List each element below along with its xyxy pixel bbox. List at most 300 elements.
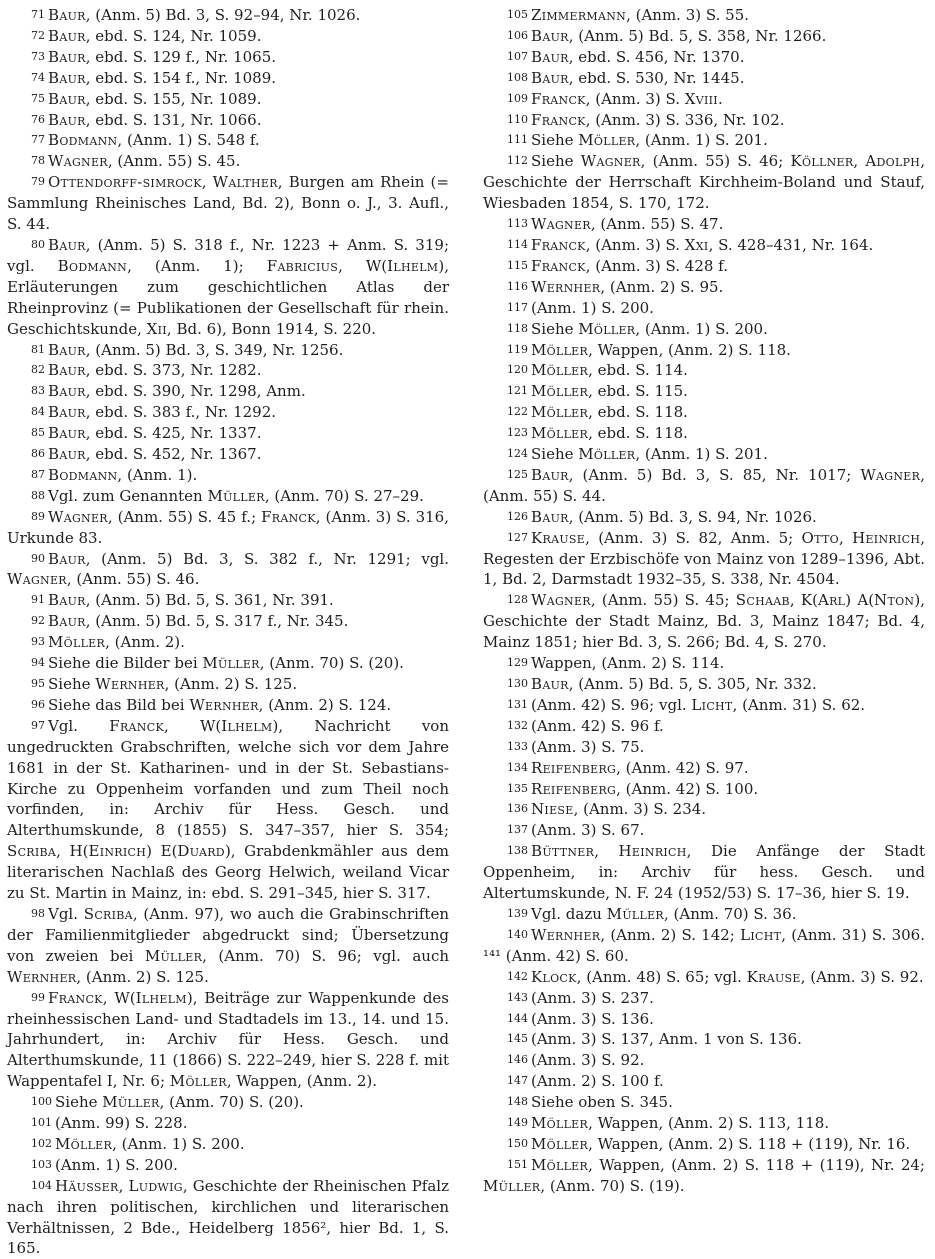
footnote-number: 144 (507, 1011, 528, 1025)
right-column (483, 5, 925, 1197)
footnote-number: 127 (507, 530, 528, 544)
footnote (483, 340, 925, 361)
footnote (483, 360, 925, 381)
footnote-text: Baur, (Anm. 5) S. 318 f., Nr. 1223 + Anm. S. 319; vgl. Bodmann, (Anm. 1); Fabricius, W(Ilhelm), Erläuterungen zum geschichtlichen Atlas der Rheinprovinz (= Publikationen der Gesellschaft für rhein. Geschichtskunde, Xii, Bd. 6), Bonn 1914, S. 220. (7, 235, 449, 338)
author-name: Xviii (684, 89, 718, 108)
footnote-text: Möller, Wappen, (Anm. 2) S. 118. (531, 340, 791, 359)
footnote-number: 142 (507, 969, 528, 983)
author-name: Baur (531, 26, 569, 45)
author-name: Baur (531, 465, 569, 484)
footnote (7, 5, 449, 26)
footnote-text: Siehe Müller, (Anm. 70) S. (20). (55, 1093, 304, 1112)
footnote-number: 81 (31, 342, 45, 356)
footnote-text: Baur, ebd. S. 131, Nr. 1066. (48, 110, 262, 129)
footnote (483, 590, 925, 653)
footnote-text: Baur, ebd. S. 124, Nr. 1059. (48, 26, 262, 45)
footnote-number: 121 (507, 384, 528, 398)
footnote (483, 110, 925, 131)
footnote-text: Wagner, (Anm. 55) S. 45; Schaab, K(Arl) A(Nton), Geschichte der Stadt Mainz, Bd. 3, Mainz 1847; Bd. 4, Mainz 1851; hier Bd. 3, S. 266; Bd. 4, S. 270. (483, 591, 925, 652)
footnote-number: 118 (507, 321, 528, 335)
footnote-text: Möller, Wappen, (Anm. 2) S. 113, 118. (531, 1114, 830, 1133)
footnote (483, 988, 925, 1009)
footnote-text: Möller, ebd. S. 114. (531, 361, 688, 380)
footnote-text: (Anm. 2) S. 100 f. (531, 1072, 664, 1091)
footnote-number: 115 (507, 258, 528, 272)
footnote-text: (Anm. 3) S. 137, Anm. 1 von S. 136. (531, 1030, 802, 1049)
footnote-number: 92 (31, 614, 45, 628)
author-name: Baur (48, 591, 86, 610)
footnote (7, 360, 449, 381)
footnote-text: Franck, W(Ilhelm), Beiträge zur Wappenkunde des rheinhessischen Land- und Stadtadels im 13., 14. und 15. Jahrhundert, in: Archiv für Hess. Gesch. und Alterthumskunde, 11 (1866) S. 222–249, hier S. 228 f. mit Wappentafel I, Nr. 6; Möller, Wappen, (Anm. 2). (7, 988, 449, 1091)
footnote-number: 143 (507, 990, 528, 1004)
footnote-number: 105 (507, 8, 528, 21)
footnote (483, 1050, 925, 1071)
footnote (483, 402, 925, 423)
author-name: Heinrich (852, 528, 921, 547)
author-name: Walther (212, 173, 278, 192)
footnote (483, 799, 925, 820)
footnote (7, 674, 449, 695)
footnote-number: 74 (31, 70, 45, 84)
footnote-text: (Anm. 3) S. 92. (531, 1051, 645, 1070)
author-name: Ilhelm (221, 716, 273, 735)
footnote (483, 151, 925, 214)
footnote-text: Bodmann, (Anm. 1) S. 548 f. (48, 131, 260, 150)
footnote-number: 87 (31, 467, 45, 481)
footnote-text: Zimmermann, (Anm. 3) S. 55. (531, 6, 750, 24)
author-name: Möller (531, 340, 589, 359)
footnote (483, 235, 925, 256)
author-name: Möller (578, 319, 636, 338)
footnote (483, 256, 925, 277)
footnote-text: Baur, ebd. S. 154 f., Nr. 1089. (48, 68, 277, 87)
author-name: Ilhelm (387, 256, 439, 275)
footnote-number: 150 (507, 1136, 528, 1150)
author-name: Müller (202, 654, 260, 673)
footnote-text: Franck, (Anm. 3) S. 336, Nr. 102. (531, 110, 785, 129)
author-name: Wagner (48, 507, 108, 526)
author-name: Bodmann (57, 256, 128, 275)
footnote (7, 110, 449, 131)
footnote (483, 381, 925, 402)
footnote-number: 146 (507, 1053, 528, 1067)
footnote-text: Baur, (Anm. 5) Bd. 3, S. 85, Nr. 1017; Wagner, (Anm. 55) S. 44. (483, 465, 925, 505)
footnote (483, 214, 925, 235)
footnote-number: 110 (507, 112, 528, 126)
footnote (7, 1155, 449, 1176)
footnote (483, 26, 925, 47)
author-name: Franck (531, 256, 586, 275)
author-name: Franck (531, 110, 586, 129)
footnote-number: 149 (507, 1116, 528, 1130)
footnote (7, 465, 449, 486)
footnote-number: 112 (507, 154, 528, 168)
footnote (7, 716, 449, 904)
footnote-number: 145 (507, 1032, 528, 1046)
author-name: Otto (801, 528, 839, 547)
footnote-text: Reifenberg, (Anm. 42) S. 100. (531, 779, 759, 798)
footnote (483, 5, 925, 26)
footnote-number: 124 (507, 447, 528, 461)
footnote (7, 151, 449, 172)
author-name: Wagner (531, 591, 591, 610)
footnote-text: Klock, (Anm. 48) S. 65; vgl. Krause, (Anm. 3) S. 92. (531, 967, 924, 986)
author-name: Möller (531, 382, 589, 401)
footnote (483, 1029, 925, 1050)
author-name: Scriba (83, 904, 133, 923)
author-name: Licht (740, 925, 782, 944)
footnote (483, 277, 925, 298)
footnote-text: Siehe Möller, (Anm. 1) S. 201. (531, 445, 768, 464)
footnote-text: Baur, (Anm. 5) Bd. 5, S. 361, Nr. 391. (48, 591, 334, 610)
footnote (483, 1092, 925, 1113)
footnote-number: 134 (507, 760, 528, 774)
author-name: Möller (531, 361, 589, 380)
author-name: Baur (531, 47, 569, 66)
footnote-text: Baur, ebd. S. 530, Nr. 1445. (531, 68, 745, 87)
author-name: Möller (55, 1134, 113, 1153)
author-name: Niese (531, 800, 574, 819)
footnote (483, 89, 925, 110)
footnote-number: 93 (31, 635, 45, 649)
author-name: Wagner (48, 152, 108, 171)
footnote-number: 72 (31, 28, 45, 42)
footnote-number: 89 (31, 509, 45, 523)
author-name: Möller (578, 131, 636, 150)
author-name: Wagner (580, 152, 641, 171)
footnote-text: Siehe die Bilder bei Müller, (Anm. 70) S. (20). (48, 654, 404, 673)
footnote-number: 126 (507, 509, 528, 523)
footnote (483, 716, 925, 737)
footnote-number: 103 (31, 1157, 52, 1171)
footnote (483, 130, 925, 151)
author-name: Wagner (7, 570, 67, 589)
footnote (7, 26, 449, 47)
footnote-text: (Anm. 3) S. 75. (531, 737, 645, 756)
footnote (483, 298, 925, 319)
footnote-number: 111 (507, 133, 528, 147)
author-name: Baur (48, 340, 86, 359)
footnote-text: Baur, (Anm. 5) Bd. 3, S. 92–94, Nr. 1026. (48, 6, 361, 24)
footnote-text: Bodmann, (Anm. 1). (48, 465, 198, 484)
author-name: Müller (144, 946, 203, 965)
author-name: Baur (48, 68, 86, 87)
footnote-text: Ottendorff-simrock, Walther, Burgen am Rhein (= Sammlung Rheinisches Land, Bd. 2), Bonn o. J., 3. Aufl., S. 44. (7, 173, 449, 234)
author-name: Duard (177, 842, 225, 861)
footnote-text: Franck, (Anm. 3) S. Xxi, S. 428–431, Nr. 164. (531, 235, 874, 254)
footnote-text: Reifenberg, (Anm. 42) S. 97. (531, 758, 749, 777)
footnote (483, 1071, 925, 1092)
author-name: Möller (531, 1114, 589, 1133)
footnote-number: 83 (31, 384, 45, 398)
footnote-text: (Anm. 3) S. 67. (531, 821, 645, 840)
footnote (483, 758, 925, 779)
footnote-text: Vgl. zum Genannten Müller, (Anm. 70) S. 27–29. (48, 486, 424, 505)
footnote (483, 1113, 925, 1134)
author-name: Heinrich (618, 842, 687, 861)
footnote-text: Wagner, (Anm. 55) S. 45. (48, 152, 241, 171)
footnote-number: 94 (31, 656, 45, 670)
left-column (7, 5, 449, 1259)
author-name: Möller (531, 1134, 589, 1153)
footnote (7, 235, 449, 340)
footnote-text: Siehe Wernher, (Anm. 2) S. 125. (48, 675, 298, 693)
author-name: Baur (531, 507, 569, 526)
footnote-number: 113 (507, 217, 528, 231)
author-name: Krause (746, 967, 801, 986)
footnote-text: Möller, ebd. S. 118. (531, 403, 688, 422)
footnote-number: 84 (31, 405, 45, 419)
footnote-number: 90 (31, 551, 45, 565)
author-name: Möller (578, 445, 636, 464)
footnote-number: 114 (507, 237, 528, 251)
footnote-text: Niese, (Anm. 3) S. 234. (531, 800, 707, 819)
author-name: Schaab (735, 591, 790, 610)
footnote-text: Möller, ebd. S. 115. (531, 382, 688, 401)
footnote (483, 653, 925, 674)
footnote (483, 904, 925, 925)
footnote (483, 465, 925, 507)
footnote-number: 95 (31, 677, 45, 690)
footnote-text: (Anm. 99) S. 228. (55, 1114, 188, 1133)
author-name: Baur (48, 47, 86, 66)
author-name: Baur (48, 382, 86, 401)
footnote-text: Baur, (Anm. 5) Bd. 5, S. 358, Nr. 1266. (531, 26, 827, 45)
author-name: Wernher (531, 925, 601, 944)
footnote (483, 528, 925, 591)
footnote (483, 1009, 925, 1030)
author-name: Baur (48, 361, 86, 380)
footnote-number: 77 (31, 133, 45, 147)
author-name: Möller (531, 403, 589, 422)
author-name: Reifenberg (531, 779, 617, 798)
author-name: Scriba (7, 842, 57, 861)
footnote (7, 549, 449, 591)
author-name: Franck (109, 716, 164, 735)
footnote-text: Baur, ebd. S. 456, Nr. 1370. (531, 47, 745, 66)
footnote-text: Franck, (Anm. 3) S. 428 f. (531, 256, 728, 275)
footnote-number: 128 (507, 593, 528, 607)
footnote-number: 98 (31, 906, 45, 920)
footnote-text: Baur, ebd. S. 373, Nr. 1282. (48, 361, 262, 380)
footnote-text: Wappen, (Anm. 2) S. 114. (531, 654, 725, 673)
footnote-text: Wagner, (Anm. 55) S. 45 f.; Franck, (Anm. 3) S. 316, Urkunde 83. (7, 507, 449, 547)
footnote-number: 100 (31, 1095, 52, 1109)
author-name: Baur (531, 675, 569, 693)
footnote (7, 340, 449, 361)
author-name: Baur (48, 110, 86, 129)
footnote (483, 47, 925, 68)
author-name: Baur (531, 68, 569, 87)
author-name: Xxi (684, 235, 709, 254)
footnote-number: 88 (31, 488, 45, 502)
footnote-text: (Anm. 3) S. 136. (531, 1009, 654, 1028)
footnote (7, 988, 449, 1093)
footnote (7, 590, 449, 611)
author-name: Wernher (95, 675, 165, 693)
author-name: Möller (531, 424, 589, 443)
author-name: Wernher (189, 695, 259, 714)
author-name: Büttner (531, 842, 595, 861)
author-name: Ludwig (128, 1176, 183, 1195)
footnote (483, 925, 925, 967)
footnote-number: 76 (31, 112, 45, 126)
footnote-text: Baur, (Anm. 5) Bd. 3, S. 94, Nr. 1026. (531, 507, 817, 526)
footnote (483, 779, 925, 800)
footnote-text: Siehe das Bild bei Wernher, (Anm. 2) S. 124. (48, 695, 392, 714)
footnote (483, 841, 925, 904)
footnote-text: Baur, ebd. S. 452, Nr. 1367. (48, 445, 262, 464)
footnote-number: 137 (507, 823, 528, 837)
footnote-text: Vgl. Scriba, (Anm. 97), wo auch die Grabinschriften der Familienmitglieder abgedruckt sind; Übersetzung von zweien bei Müller, (Anm. 70) S. 96; vgl. auch Wernher, (Anm. 2) S. 125. (7, 904, 449, 986)
footnote-number: 125 (507, 467, 528, 481)
footnote-text: Baur, ebd. S. 425, Nr. 1337. (48, 424, 262, 443)
author-name: Arl (817, 591, 846, 610)
footnote-number: 140 (507, 927, 528, 941)
footnote (7, 507, 449, 549)
footnote-text: Möller, ebd. S. 118. (531, 424, 688, 443)
footnote-number: 101 (31, 1116, 52, 1130)
footnote-number: 104 (31, 1178, 52, 1192)
footnote-number: 75 (31, 91, 45, 105)
footnote-number: 122 (507, 405, 528, 419)
footnote-text: Siehe oben S. 345. (531, 1093, 673, 1112)
footnote-text: Wernher, (Anm. 2) S. 142; Licht, (Anm. 31) S. 306. ¹⁴¹ (Anm. 42) S. 60. (483, 925, 925, 965)
author-name: Ottendorff-simrock (48, 173, 202, 192)
author-name: Köllner (790, 152, 854, 171)
footnote-number: 117 (507, 300, 528, 314)
author-name: Krause (531, 528, 586, 547)
footnote (483, 68, 925, 89)
author-name: Fabricius (266, 256, 339, 275)
footnote-text: Siehe Wagner, (Anm. 55) S. 46; Köllner, Adolph, Geschichte der Herrschaft Kirchheim-Boland und Stauf, Wiesbaden 1854, S. 170, 172. (483, 152, 925, 213)
footnote (7, 653, 449, 674)
footnote (7, 1113, 449, 1134)
author-name: Bodmann (48, 131, 118, 150)
footnote-number: 147 (507, 1074, 528, 1088)
footnote-number: 99 (31, 990, 45, 1004)
footnote-number: 102 (31, 1136, 52, 1150)
footnote-number: 123 (507, 426, 528, 440)
author-name: Franck (531, 235, 586, 254)
footnote-number: 107 (507, 49, 528, 63)
footnote-number: 129 (507, 656, 528, 670)
footnote-text: Baur, (Anm. 5) Bd. 3, S. 349, Nr. 1256. (48, 340, 344, 359)
author-name: Zimmermann (531, 6, 627, 24)
footnote-number: 131 (507, 697, 528, 711)
footnote-text: Büttner, Heinrich, Die Anfänge der Stadt Oppenheim, in: Archiv für hess. Gesch. und Altertumskunde, N. F. 24 (1952/53) S. 17–36, hier S. 19. (483, 842, 925, 903)
author-name: Baur (48, 89, 86, 108)
footnote (7, 1176, 449, 1259)
footnote-text: Möller, (Anm. 1) S. 200. (55, 1134, 245, 1153)
author-name: Möller (531, 1155, 589, 1174)
footnote (483, 319, 925, 340)
footnote-number: 85 (31, 426, 45, 440)
author-name: Wagner (860, 465, 921, 484)
footnote (483, 1155, 925, 1197)
footnote-text: Baur, ebd. S. 155, Nr. 1089. (48, 89, 262, 108)
footnote-number: 71 (31, 8, 45, 21)
footnote-number: 136 (507, 802, 528, 816)
footnote-number: 82 (31, 363, 45, 377)
footnote-number: 133 (507, 739, 528, 753)
footnote-text: Möller, Wappen, (Anm. 2) S. 118 + (119), Nr. 24; Müller, (Anm. 70) S. (19). (483, 1155, 925, 1195)
footnote-number: 138 (507, 844, 528, 858)
author-name: Möller (169, 1072, 227, 1091)
footnote (7, 68, 449, 89)
footnote-text: (Anm. 42) S. 96; vgl. Licht, (Anm. 31) S. 62. (531, 695, 866, 714)
footnote-text: Baur, (Anm. 5) Bd. 5, S. 305, Nr. 332. (531, 675, 817, 693)
footnote (483, 695, 925, 716)
footnote-number: 139 (507, 906, 528, 920)
footnote-text: Vgl. dazu Müller, (Anm. 70) S. 36. (531, 904, 797, 923)
footnote (7, 695, 449, 716)
author-name: Baur (48, 235, 86, 254)
author-name: Xii (146, 319, 167, 338)
author-name: Baur (48, 6, 86, 24)
footnote-text: (Anm. 1) S. 200. (531, 298, 654, 317)
author-name: Einrich (88, 842, 147, 861)
footnote-text: (Anm. 3) S. 237. (531, 988, 654, 1007)
author-name: Franck (48, 988, 103, 1007)
footnote (7, 423, 449, 444)
footnote-text: Möller, Wappen, (Anm. 2) S. 118 + (119), Nr. 16. (531, 1134, 911, 1153)
footnote-number: 97 (31, 718, 45, 732)
author-name: Müller (207, 486, 265, 505)
footnote-number: 116 (507, 279, 528, 293)
author-name: Reifenberg (531, 758, 617, 777)
author-name: Franck (261, 507, 316, 526)
author-name: Franck (531, 89, 586, 108)
footnote-text: Baur, ebd. S. 129 f., Nr. 1065. (48, 47, 277, 66)
footnote (7, 1092, 449, 1113)
footnote (483, 1134, 925, 1155)
footnote (483, 444, 925, 465)
footnote-text: Vgl. Franck, W(Ilhelm), Nachricht von ungedruckten Grabschriften, welche sich vor dem Jahre 1681 in der St. Katharinen- und in der St. Sebastians-Kirche zu Oppenheim vorfanden und zum Theil noch vorfinden, in: Archiv für Hess. Gesch. und Alterthumskunde, 8 (1855) S. 347–357, hier S. 354; Scriba, H(Einrich) E(Duard), Grabdenkmähler aus dem literarischen Nachlaß des Georg Helwich, weiland Vicar zu St. Martin in Mainz, in: ebd. S. 291–345, hier S. 317. (7, 716, 449, 903)
footnote-text: Baur, ebd. S. 390, Nr. 1298, Anm. (48, 382, 306, 401)
footnote-text: Franck, (Anm. 3) S. Xviii. (531, 89, 723, 108)
footnote-number: 132 (507, 718, 528, 732)
footnote-number: 73 (31, 49, 45, 63)
author-name: Wagner (531, 215, 591, 234)
footnote-number: 109 (507, 91, 528, 105)
author-name: Möller (48, 633, 106, 652)
footnote-number: 86 (31, 447, 45, 461)
author-name: Adolph (865, 152, 921, 171)
footnote-number: 91 (31, 593, 45, 607)
footnote-number: 80 (31, 237, 45, 251)
footnote (483, 507, 925, 528)
author-name: Baur (48, 26, 86, 45)
footnote-number: 148 (507, 1095, 528, 1109)
author-name: Baur (48, 549, 86, 568)
footnote-text: Baur, (Anm. 5) Bd. 5, S. 317 f., Nr. 345. (48, 612, 349, 631)
footnote-text: (Anm. 1) S. 200. (55, 1155, 178, 1174)
author-name: Baur (48, 612, 86, 631)
footnote (483, 674, 925, 695)
footnote-number: 106 (507, 28, 528, 42)
author-name: Ilhelm (135, 988, 187, 1007)
footnote-number: 119 (507, 342, 528, 356)
footnote-text: Siehe Möller, (Anm. 1) S. 200. (531, 319, 768, 338)
footnote (7, 130, 449, 151)
footnote-number: 108 (507, 70, 528, 84)
footnote (7, 172, 449, 235)
footnote (7, 904, 449, 988)
footnote (7, 611, 449, 632)
footnote (483, 967, 925, 988)
footnote-number: 151 (507, 1157, 528, 1171)
